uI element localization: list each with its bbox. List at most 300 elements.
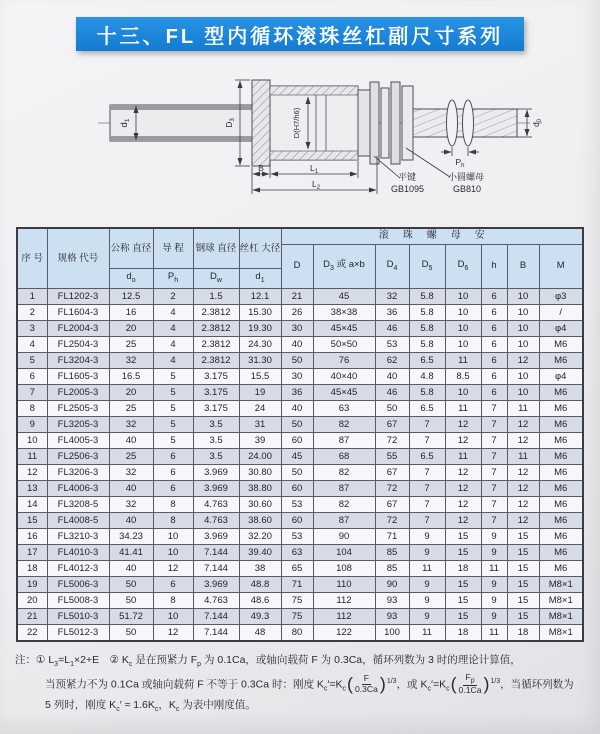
table-cell: FL5006-3 (47, 576, 109, 592)
table-cell: 45×45 (313, 384, 375, 400)
table-row (17, 384, 583, 400)
table-cell: M6 (539, 448, 583, 464)
table-cell: 63 (313, 400, 375, 416)
table-cell: 10 (507, 384, 539, 400)
table-cell: 11 (445, 400, 481, 416)
table-cell: 7.144 (193, 544, 239, 560)
table-cell: 2.3812 (193, 304, 239, 320)
table-cell: 80 (281, 624, 313, 641)
table-cell: M8×1 (539, 608, 583, 624)
col-header-screw-major-dia: 丝杠 大径 (239, 228, 281, 268)
table-cell: 36 (375, 304, 409, 320)
table-cell: 24 (239, 400, 281, 416)
table-cell: 4 (153, 352, 193, 368)
table-cell: 93 (375, 608, 409, 624)
table-cell: 5 (153, 400, 193, 416)
table-cell: 50 (281, 464, 313, 480)
table-cell: 15 (445, 528, 481, 544)
table-cell: FL2506-3 (47, 448, 109, 464)
table-cell: 6.5 (409, 400, 445, 416)
table-cell: 40 (109, 432, 153, 448)
table-cell: 93 (375, 592, 409, 608)
table-cell: 6 (481, 288, 507, 304)
table-cell: 12 (445, 496, 481, 512)
table-cell: FL3205-3 (47, 416, 109, 432)
table-cell: 50 (281, 352, 313, 368)
table-cell: 41.41 (109, 544, 153, 560)
table-cell: 6 (481, 320, 507, 336)
table-cell: 20 (109, 384, 153, 400)
table-cell: 38.60 (239, 512, 281, 528)
table-cell: 12 (507, 432, 539, 448)
col-header-D3-axb: $D_3$ 或 a×b (313, 244, 375, 288)
table-cell: 6 (153, 576, 193, 592)
table-cell: 5.8 (409, 384, 445, 400)
table-cell: 5.8 (409, 320, 445, 336)
table-cell: 50 (375, 400, 409, 416)
col-sym-Ph: $P_h$ (153, 268, 193, 288)
footnote (15, 653, 589, 718)
table-cell: 50 (109, 624, 153, 641)
table-cell: 48 (239, 624, 281, 641)
table-cell: 60 (281, 512, 313, 528)
table-cell: 6 (481, 304, 507, 320)
table-body (17, 288, 583, 641)
table-cell: 100 (375, 624, 409, 641)
table-cell: 32 (109, 464, 153, 480)
table-cell: 8 (153, 512, 193, 528)
table-cell: 11 (409, 560, 445, 576)
table-cell: 90 (313, 528, 375, 544)
table-cell: 2 (17, 304, 47, 320)
table-cell: φ4 (539, 368, 583, 384)
table-cell: 32 (109, 496, 153, 512)
table-row (17, 400, 583, 416)
table-cell: 30.60 (239, 496, 281, 512)
col-header-D5: $D_5$ (409, 244, 445, 288)
dim-label-d0: $d_0$ (531, 118, 543, 128)
dim-label-bore-fit: D(H7/h6) (292, 107, 301, 139)
table-cell: M6 (539, 480, 583, 496)
nut-flange (252, 80, 270, 166)
table-cell: 122 (313, 624, 375, 641)
table-cell: 7 (481, 416, 507, 432)
table-cell: FL1605-3 (47, 368, 109, 384)
table-cell: 21 (281, 288, 313, 304)
table-row (17, 352, 583, 368)
table-cell: 4 (153, 320, 193, 336)
table-cell: 2.3812 (193, 352, 239, 368)
table-cell: 104 (313, 544, 375, 560)
table-cell: 10 (445, 384, 481, 400)
table-cell: M6 (539, 496, 583, 512)
table-cell: 17 (17, 544, 47, 560)
table-cell: 82 (313, 416, 375, 432)
table-cell: 20 (17, 592, 47, 608)
table-cell: 32 (109, 352, 153, 368)
table-cell: 15 (445, 544, 481, 560)
table-cell: 11 (481, 624, 507, 641)
table-cell: 6 (153, 448, 193, 464)
table-cell: 90 (375, 576, 409, 592)
table-cell: 7 (481, 432, 507, 448)
table-cell: 87 (313, 512, 375, 528)
table-cell: FL1604-3 (47, 304, 109, 320)
table-cell: 53 (281, 528, 313, 544)
table-cell: 16.5 (109, 368, 153, 384)
col-header-B: B (507, 244, 539, 288)
table-cell: 40 (281, 336, 313, 352)
table-cell: 11 (409, 624, 445, 641)
col-header-spec: 规格 代号 (47, 228, 109, 288)
table-cell: 15 (507, 592, 539, 608)
table-cell: 12 (445, 512, 481, 528)
table-cell: 15 (507, 608, 539, 624)
table-cell: 7 (481, 512, 507, 528)
table-row (17, 432, 583, 448)
col-sym-d1: $d_1$ (239, 268, 281, 288)
table-cell: 2.3812 (193, 336, 239, 352)
table-cell: 5 (153, 432, 193, 448)
table-cell: FL3210-3 (47, 528, 109, 544)
table-cell: 30 (281, 320, 313, 336)
table-cell: 8 (17, 400, 47, 416)
table-cell: 7.144 (193, 560, 239, 576)
table-cell: 40 (109, 512, 153, 528)
table-cell: 7 (481, 480, 507, 496)
round-nut (358, 82, 413, 164)
technical-drawing (0, 60, 600, 225)
table-row (17, 528, 583, 544)
table-cell: FL3208-5 (47, 496, 109, 512)
table-cell: 82 (313, 464, 375, 480)
table-cell: M6 (539, 384, 583, 400)
table-cell: 22 (17, 624, 47, 641)
table-cell: 15.5 (239, 368, 281, 384)
table-cell: 9 (481, 576, 507, 592)
table-cell: 3.969 (193, 464, 239, 480)
table-cell: 10 (17, 432, 47, 448)
table-cell: 24.00 (239, 448, 281, 464)
footnote-line: 注：① $L_3=L_1\times 2+E$ ② $K_c$ 是在预紧力 $F_p$ 为 0.1Ca，或轴向载荷 F 为 0.3Ca，循环列数为 3 时的理论计算值， (15, 654, 521, 669)
table-cell: 38×38 (313, 304, 375, 320)
table-cell: 67 (375, 464, 409, 480)
table-cell: 39.40 (239, 544, 281, 560)
table-cell: 12 (507, 512, 539, 528)
table-cell: 4.763 (193, 592, 239, 608)
table-cell: M8×1 (539, 592, 583, 608)
dim-label-Ph: $P_h$ (455, 157, 465, 169)
table-cell: 12.5 (109, 288, 153, 304)
table-cell: 18 (445, 560, 481, 576)
table-cell: 9 (409, 576, 445, 592)
table-cell: 10 (445, 304, 481, 320)
col-sym-d0: $d_o$ (109, 268, 153, 288)
table-cell: 40 (109, 560, 153, 576)
table-row (17, 496, 583, 512)
table-cell: 6 (153, 464, 193, 480)
table-cell: 3.969 (193, 480, 239, 496)
table-cell: 15 (507, 528, 539, 544)
table-cell: 68 (313, 448, 375, 464)
table-cell: 11 (445, 352, 481, 368)
table-cell: 67 (375, 416, 409, 432)
dim-label-L2: $L_2$ (311, 179, 321, 191)
table-cell: 21 (17, 608, 47, 624)
dimension-table (16, 227, 584, 642)
table-cell: 15 (445, 608, 481, 624)
table-cell: 6 (481, 352, 507, 368)
table-cell: 7 (481, 464, 507, 480)
table-cell: 6 (481, 368, 507, 384)
table-cell: M8×1 (539, 576, 583, 592)
table-cell: 7 (409, 416, 445, 432)
table-cell: FL2504-3 (47, 336, 109, 352)
table-cell: 6 (481, 384, 507, 400)
col-header-M: M (539, 244, 583, 288)
page-title (76, 17, 524, 51)
table-cell: 12 (153, 560, 193, 576)
table-cell: M6 (539, 336, 583, 352)
table-cell: 4 (153, 304, 193, 320)
table-cell: 1 (17, 288, 47, 304)
table-cell: 40×40 (313, 368, 375, 384)
table-cell: 63 (281, 544, 313, 560)
table-cell: 5 (17, 352, 47, 368)
table-cell: 6 (17, 368, 47, 384)
table-row (17, 576, 583, 592)
table-cell: 50×50 (313, 336, 375, 352)
table-cell: 53 (375, 336, 409, 352)
table-cell: 4.763 (193, 512, 239, 528)
table-cell: 45 (313, 288, 375, 304)
table-cell: 30 (281, 368, 313, 384)
table-cell: φ3 (539, 288, 583, 304)
table-cell: 16 (109, 304, 153, 320)
table-cell: 49.3 (239, 608, 281, 624)
table-row (17, 480, 583, 496)
table-cell: 112 (313, 592, 375, 608)
table-cell: 6 (481, 336, 507, 352)
table-cell: 38 (239, 560, 281, 576)
table-cell: 9 (409, 544, 445, 560)
table-cell: 15 (507, 560, 539, 576)
table-cell: FL5008-3 (47, 592, 109, 608)
table-cell: 3.5 (193, 416, 239, 432)
table-cell: 10 (445, 320, 481, 336)
table-cell: 85 (375, 544, 409, 560)
table-cell: FL4010-3 (47, 544, 109, 560)
flat-key-standard: GB1095 (391, 184, 425, 194)
table-row (17, 416, 583, 432)
table-cell: 31.30 (239, 352, 281, 368)
table-cell: 7 (409, 512, 445, 528)
table-row (17, 560, 583, 576)
table-cell: M6 (539, 560, 583, 576)
table-cell: M8×1 (539, 624, 583, 641)
table-cell: 14 (17, 496, 47, 512)
table-cell: 50 (109, 592, 153, 608)
table-cell: 3.969 (193, 576, 239, 592)
table-cell: 4.8 (409, 368, 445, 384)
col-header-nominal-dia: 公称 直径 (109, 228, 153, 268)
col-header-h: h (481, 244, 507, 288)
table-cell: 7 (17, 384, 47, 400)
table-cell: M6 (539, 352, 583, 368)
table-cell: 2.3812 (193, 320, 239, 336)
table-cell: 50 (281, 416, 313, 432)
table-row (17, 304, 583, 320)
table-cell: 3 (17, 320, 47, 336)
table-cell: FL2004-3 (47, 320, 109, 336)
table-cell: FL1202-3 (47, 288, 109, 304)
table-cell: 12 (17, 464, 47, 480)
table-cell: 72 (375, 480, 409, 496)
table-cell: 5 (153, 384, 193, 400)
table-cell: 18 (17, 560, 47, 576)
ball-screw-assembly-drawing (0, 60, 600, 225)
table-cell: 7 (481, 448, 507, 464)
table-cell: 20 (109, 320, 153, 336)
table-cell: FL2005-3 (47, 384, 109, 400)
table-cell: 45×45 (313, 320, 375, 336)
table-cell: M6 (539, 544, 583, 560)
table-cell: 5 (153, 368, 193, 384)
table-cell: 24.30 (239, 336, 281, 352)
table-cell: 40 (109, 480, 153, 496)
table-cell: 112 (313, 608, 375, 624)
col-header-lead: 导 程 (153, 228, 193, 268)
col-header-ball-dia: 钢球 直径 (193, 228, 239, 268)
table-cell: 15 (507, 576, 539, 592)
table-cell: 87 (313, 480, 375, 496)
table-cell: 82 (313, 496, 375, 512)
dim-label-B: B (258, 163, 264, 173)
table-cell: 19 (17, 576, 47, 592)
table-cell: 12 (507, 480, 539, 496)
table-header-row-1 (17, 228, 583, 244)
table-cell: 11 (445, 448, 481, 464)
table-cell: 50 (109, 576, 153, 592)
table-cell: 11 (507, 448, 539, 464)
table-cell: 25 (109, 336, 153, 352)
table-cell: 12 (507, 496, 539, 512)
table-cell: 12 (445, 416, 481, 432)
table-cell: M6 (539, 512, 583, 528)
table-row (17, 624, 583, 641)
table-cell: 25 (109, 400, 153, 416)
table-cell: FL4008-5 (47, 512, 109, 528)
table-cell: 6.5 (409, 352, 445, 368)
table-cell: 19 (239, 384, 281, 400)
table-cell: 8 (153, 592, 193, 608)
round-nut-label: 小圆螺母 (448, 172, 485, 182)
table-cell: 40 (281, 400, 313, 416)
table-cell: 12 (507, 352, 539, 368)
table-cell: FL4005-3 (47, 432, 109, 448)
table-cell: M6 (539, 400, 583, 416)
table-cell: 85 (375, 560, 409, 576)
table-cell: 3.175 (193, 368, 239, 384)
table-row (17, 336, 583, 352)
table-cell: 36 (281, 384, 313, 400)
dim-label-D3: $D_3$ (224, 118, 236, 128)
table-cell: 18 (445, 624, 481, 641)
table-cell: 10 (153, 544, 193, 560)
table-cell: 9 (409, 608, 445, 624)
table-cell: 34.23 (109, 528, 153, 544)
table-cell: 6.5 (409, 448, 445, 464)
table-cell: FL4012-3 (47, 560, 109, 576)
table-cell: 7 (481, 400, 507, 416)
table-cell: 2 (153, 288, 193, 304)
dim-Ph (441, 147, 479, 156)
table-cell: 38.80 (239, 480, 281, 496)
table-cell: 5.8 (409, 288, 445, 304)
table-cell: 12 (507, 464, 539, 480)
table-cell: 108 (313, 560, 375, 576)
table-cell: 10 (153, 528, 193, 544)
table-cell: 71 (375, 528, 409, 544)
table-row (17, 512, 583, 528)
table-cell: 12 (445, 464, 481, 480)
table-cell: 45 (281, 448, 313, 464)
table-cell: 3.175 (193, 384, 239, 400)
table-cell: 9 (17, 416, 47, 432)
table-row (17, 592, 583, 608)
table-cell: 72 (375, 432, 409, 448)
table-cell: 31 (239, 416, 281, 432)
page-title-text: 十三、FL 型内循环滚珠丝杠副尺寸系列 (96, 25, 504, 48)
table-cell: 65 (281, 560, 313, 576)
table-cell: φ4 (539, 320, 583, 336)
table-cell: 75 (281, 608, 313, 624)
table-cell: 15 (445, 576, 481, 592)
table-cell: 10 (507, 304, 539, 320)
table-cell: 18 (507, 624, 539, 641)
table-cell: 7 (409, 480, 445, 496)
table-cell: 3.175 (193, 400, 239, 416)
table-row (17, 368, 583, 384)
table-cell: 8 (153, 496, 193, 512)
table-cell: 53 (281, 496, 313, 512)
table-cell: 46 (375, 384, 409, 400)
table-cell: 12 (445, 480, 481, 496)
table-cell: 19.30 (239, 320, 281, 336)
footnote-line: 5 列时，刚度 $K_c' \approx 1.6K_c$，$K_c$ 为表中刚度值。 (45, 699, 256, 714)
table-cell: FL2505-3 (47, 400, 109, 416)
nut-body (270, 86, 358, 160)
table-cell: 16 (17, 528, 47, 544)
table-cell: 11 (17, 448, 47, 464)
table-cell: 12.1 (239, 288, 281, 304)
table-cell: 40 (375, 368, 409, 384)
table-cell: FL3204-3 (47, 352, 109, 368)
table-cell: 15 (17, 512, 47, 528)
table-cell: 15 (445, 592, 481, 608)
table-cell: 51.72 (109, 608, 153, 624)
col-header-D6: $D_6$ (445, 244, 481, 288)
table-cell: FL3206-3 (47, 464, 109, 480)
table-cell: 60 (281, 432, 313, 448)
table-cell: 12 (445, 432, 481, 448)
table-cell: 48.6 (239, 592, 281, 608)
table-cell: 72 (375, 512, 409, 528)
flat-key-label: 平键 (398, 172, 417, 182)
table-cell: / (539, 304, 583, 320)
table-cell: 87 (313, 432, 375, 448)
table-cell: 25 (109, 448, 153, 464)
